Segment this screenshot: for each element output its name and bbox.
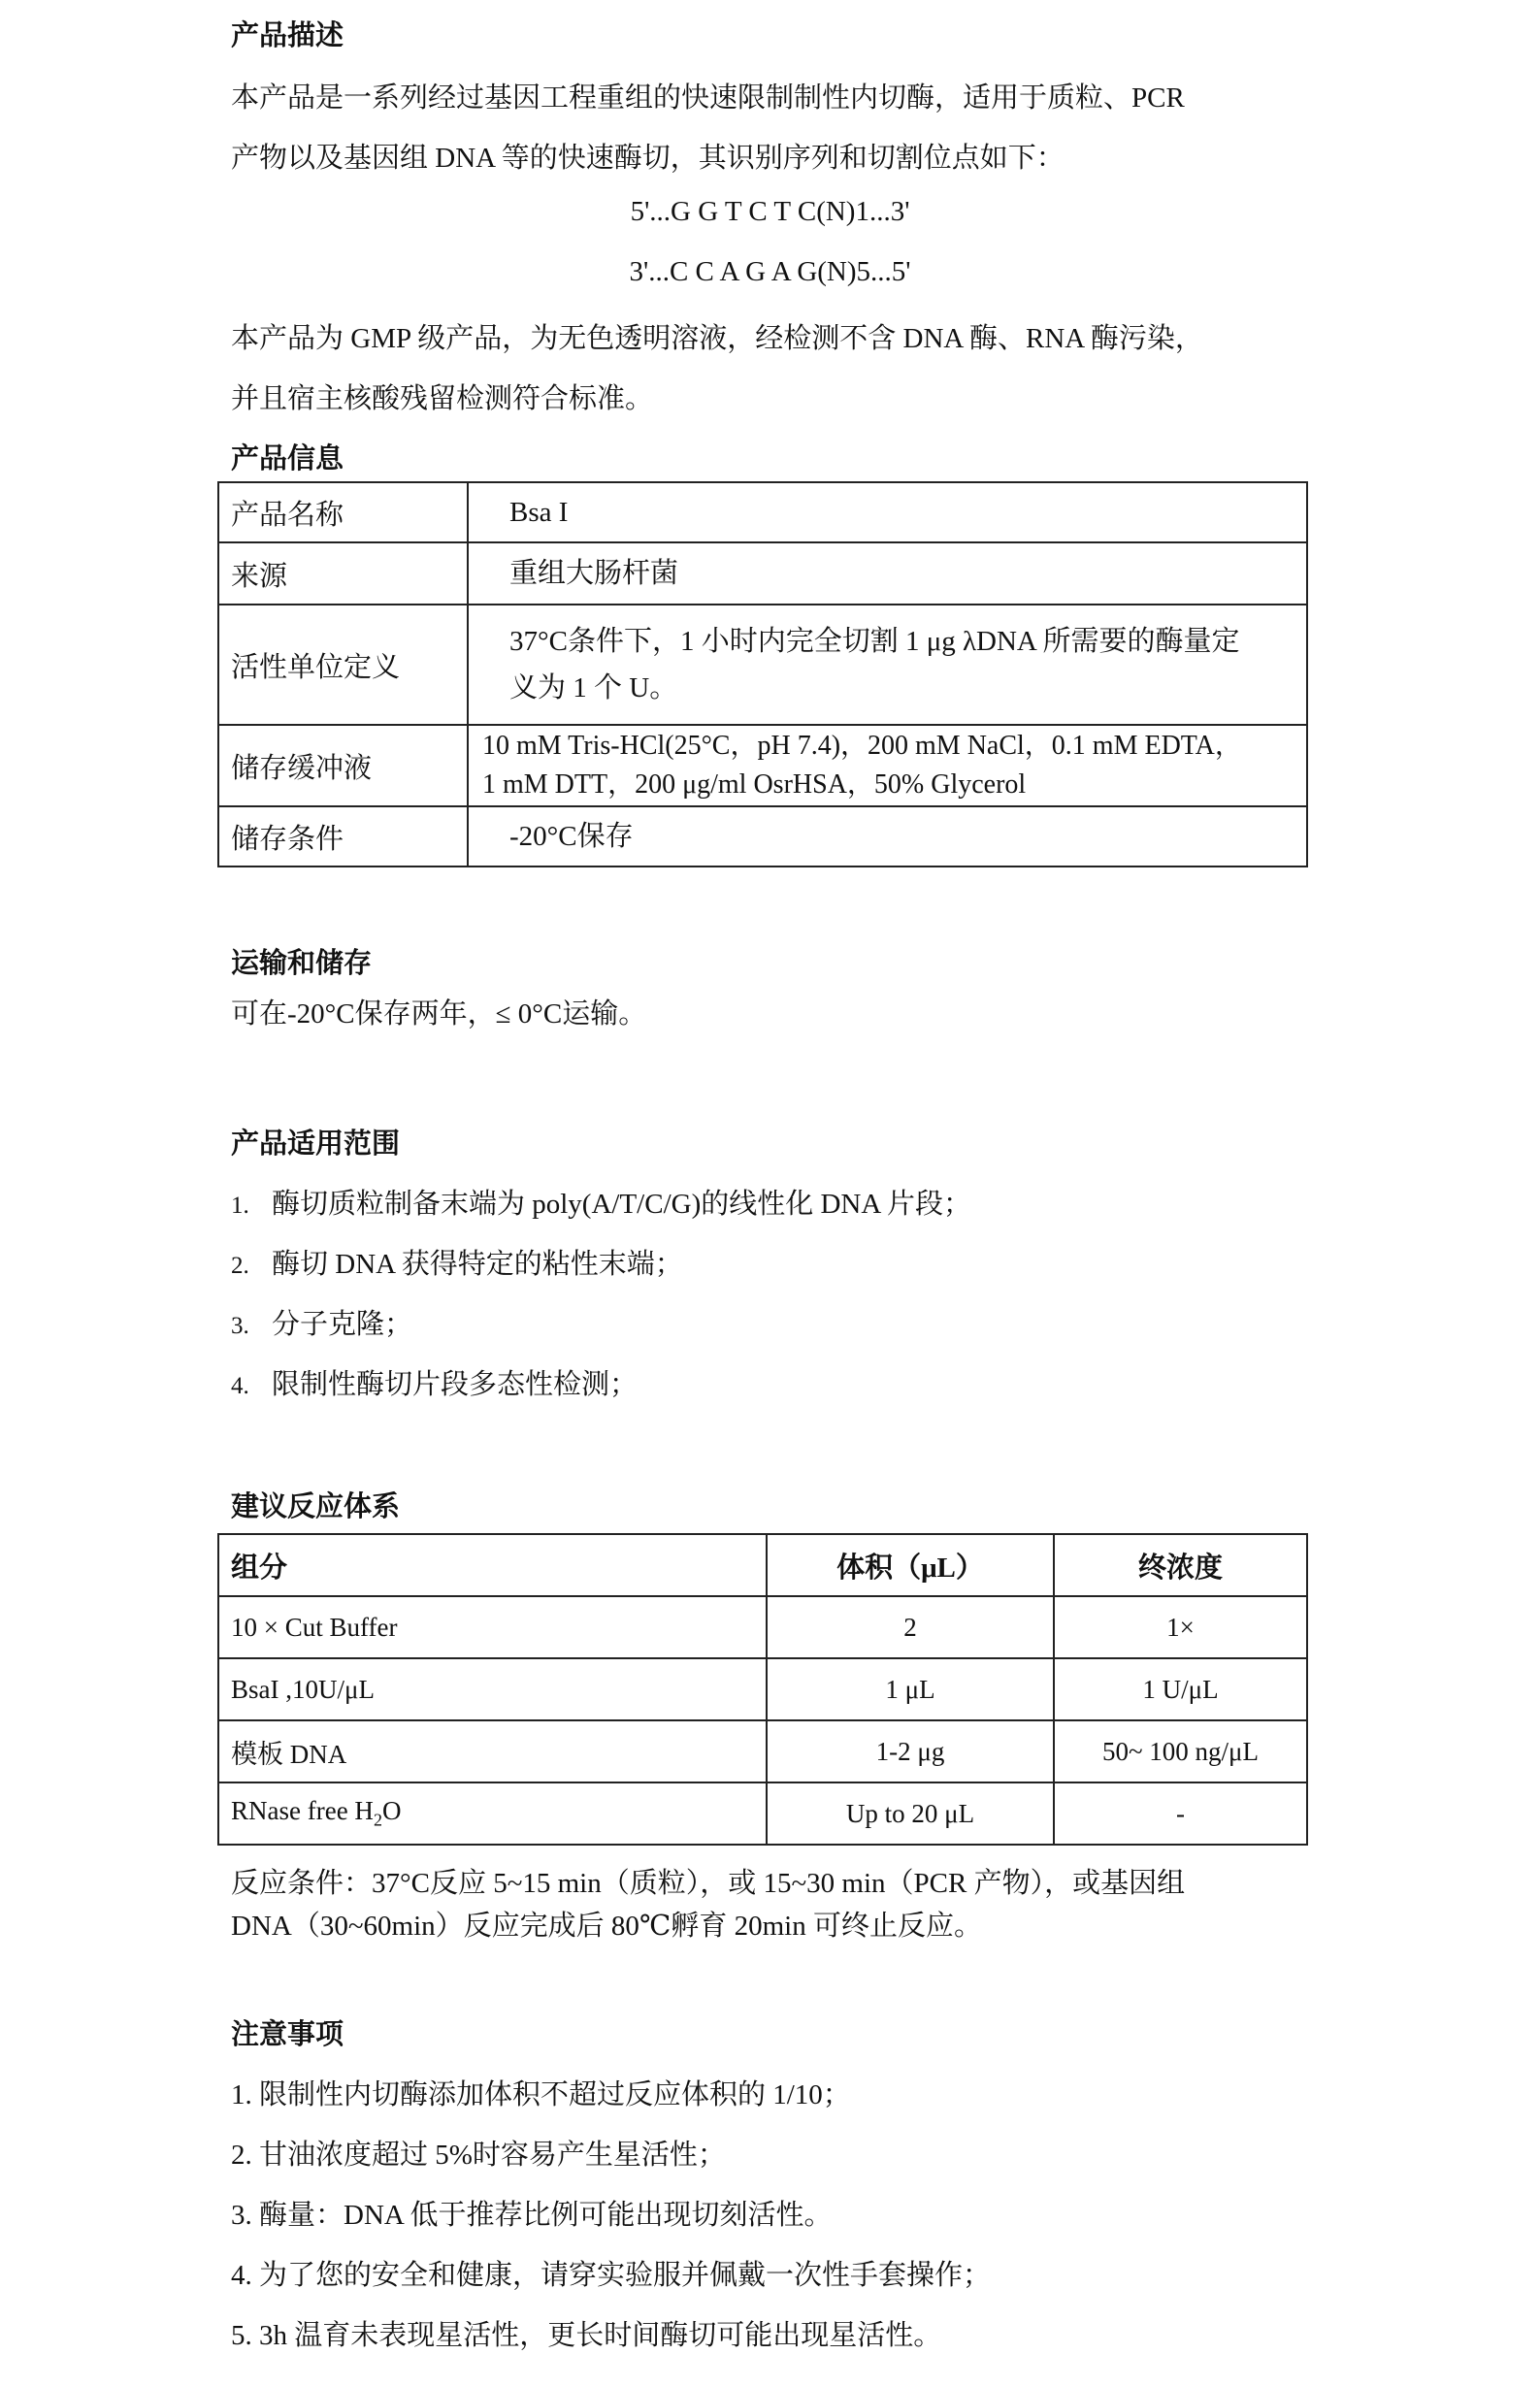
reaction-heading: 建议反应体系 bbox=[231, 1491, 401, 1522]
table-cell: 1× bbox=[1054, 1596, 1307, 1658]
list-text: 酶切质粒制备末端为 poly(A/T/C/G)的线性化 DNA 片段； bbox=[272, 1189, 971, 1220]
note-item: 4. 为了您的安全和健康，请穿实验服并佩戴一次性手套操作； bbox=[231, 2260, 992, 2291]
table-row bbox=[218, 482, 1307, 542]
note-item: 2. 甘油浓度超过 5%时容易产生星活性； bbox=[231, 2140, 726, 2171]
note-item: 3. 酶量：DNA 低于推荐比例可能出现切刻活性。 bbox=[231, 2200, 833, 2231]
water-label: RNase free H bbox=[231, 1796, 374, 1826]
description-heading: 产品描述 bbox=[231, 20, 344, 51]
table-cell: 模板 DNA bbox=[218, 1720, 767, 1782]
table-cell: BsaI ,10U/μL bbox=[218, 1658, 767, 1720]
transport-text: 可在-20°C保存两年，≤ 0°C运输。 bbox=[231, 998, 647, 1030]
description-line-4: 并且宿主核酸残留检测符合标准。 bbox=[231, 383, 654, 414]
list-number: 4. bbox=[231, 1373, 249, 1399]
list-number: 3. bbox=[231, 1313, 249, 1339]
list-item bbox=[231, 1362, 638, 1402]
table-row bbox=[218, 725, 1307, 806]
table-header-row bbox=[218, 1534, 1307, 1596]
info-value-line: 10 mM Tris-HCl(25°C，pH 7.4)，200 mM NaCl，0.1 mM EDTA， bbox=[482, 731, 1242, 761]
water-subscript: 2 bbox=[373, 1810, 382, 1830]
description-line-3: 本产品为 GMP 级产品，为无色透明溶液，经检测不含 DNA 酶、RNA 酶污染， bbox=[231, 323, 1203, 354]
info-key: 储存条件 bbox=[218, 806, 468, 867]
reaction-condition-line-2: DNA（30~60min）反应完成后 80℃孵育 20min 可终止反应。 bbox=[231, 1911, 982, 1942]
reaction-table bbox=[217, 1533, 1308, 1846]
table-row bbox=[218, 605, 1307, 725]
table-cell bbox=[218, 1782, 767, 1845]
info-value bbox=[468, 605, 1307, 725]
list-item bbox=[231, 1302, 412, 1342]
table-cell: 1 U/μL bbox=[1054, 1658, 1307, 1720]
list-item bbox=[231, 1242, 683, 1282]
info-value: 重组大肠杆菌 bbox=[468, 542, 1307, 605]
table-cell: 1 μL bbox=[767, 1658, 1054, 1720]
table-row bbox=[218, 1596, 1307, 1658]
table-row bbox=[218, 1720, 1307, 1782]
product-info-heading: 产品信息 bbox=[231, 443, 344, 474]
info-value-line: 37°C条件下，1 小时内完全切割 1 μg λDNA 所需要的酶量定 bbox=[509, 626, 1240, 657]
reaction-condition-line-1: 反应条件：37°C反应 5~15 min（质粒），或 15~30 min（PCR 产物），或基因组 bbox=[231, 1868, 1186, 1899]
table-row bbox=[218, 1782, 1307, 1845]
table-cell: 1-2 μg bbox=[767, 1720, 1054, 1782]
table-cell: 50~ 100 ng/μL bbox=[1054, 1720, 1307, 1782]
table-cell: 2 bbox=[767, 1596, 1054, 1658]
list-text: 酶切 DNA 获得特定的粘性末端； bbox=[272, 1249, 683, 1280]
table-cell: Up to 20 μL bbox=[767, 1782, 1054, 1845]
info-value-line: 义为 1 个 U。 bbox=[509, 672, 678, 703]
scope-heading: 产品适用范围 bbox=[231, 1128, 401, 1160]
note-item: 1. 限制性内切酶添加体积不超过反应体积的 1/10； bbox=[231, 2079, 851, 2110]
note-item: 5. 3h 温育未表现星活性，更长时间酶切可能出现星活性。 bbox=[231, 2320, 942, 2351]
info-value bbox=[468, 725, 1307, 806]
list-number: 2. bbox=[231, 1253, 249, 1279]
table-cell: 10 × Cut Buffer bbox=[218, 1596, 767, 1658]
info-value-line: 1 mM DTT，200 μg/ml OsrHSA，50% Glycerol bbox=[482, 769, 1027, 800]
info-key: 来源 bbox=[218, 542, 468, 605]
list-number: 1. bbox=[231, 1193, 249, 1219]
table-row bbox=[218, 1658, 1307, 1720]
transport-heading: 运输和储存 bbox=[231, 948, 373, 979]
info-key: 产品名称 bbox=[218, 482, 468, 542]
water-label-tail: O bbox=[381, 1796, 402, 1826]
table-row bbox=[218, 806, 1307, 867]
table-row bbox=[218, 542, 1307, 605]
list-text: 限制性酶切片段多态性检测； bbox=[272, 1369, 639, 1400]
info-key: 储存缓冲液 bbox=[218, 725, 468, 806]
recognition-sequence-bottom: 3'...C C A G A G(N)5...5' bbox=[629, 256, 911, 287]
info-key: 活性单位定义 bbox=[218, 605, 468, 725]
info-value: Bsa I bbox=[468, 482, 1307, 542]
description-line-1: 本产品是一系列经过基因工程重组的快速限制制性内切酶，适用于质粒、PCR bbox=[231, 82, 1185, 114]
description-line-2: 产物以及基因组 DNA 等的快速酶切，其识别序列和切割位点如下： bbox=[231, 143, 1065, 174]
column-header-component: 组分 bbox=[218, 1534, 767, 1596]
product-info-table bbox=[217, 481, 1308, 867]
column-header-final-concentration: 终浓度 bbox=[1054, 1534, 1307, 1596]
info-value: -20°C保存 bbox=[468, 806, 1307, 867]
column-header-volume: 体积（μL） bbox=[767, 1534, 1054, 1596]
list-text: 分子克隆； bbox=[272, 1309, 413, 1340]
recognition-sequence-top: 5'...G G T C T C(N)1...3' bbox=[630, 196, 910, 227]
table-cell: - bbox=[1054, 1782, 1307, 1845]
notes-heading: 注意事项 bbox=[231, 2019, 344, 2050]
list-item bbox=[231, 1182, 971, 1222]
